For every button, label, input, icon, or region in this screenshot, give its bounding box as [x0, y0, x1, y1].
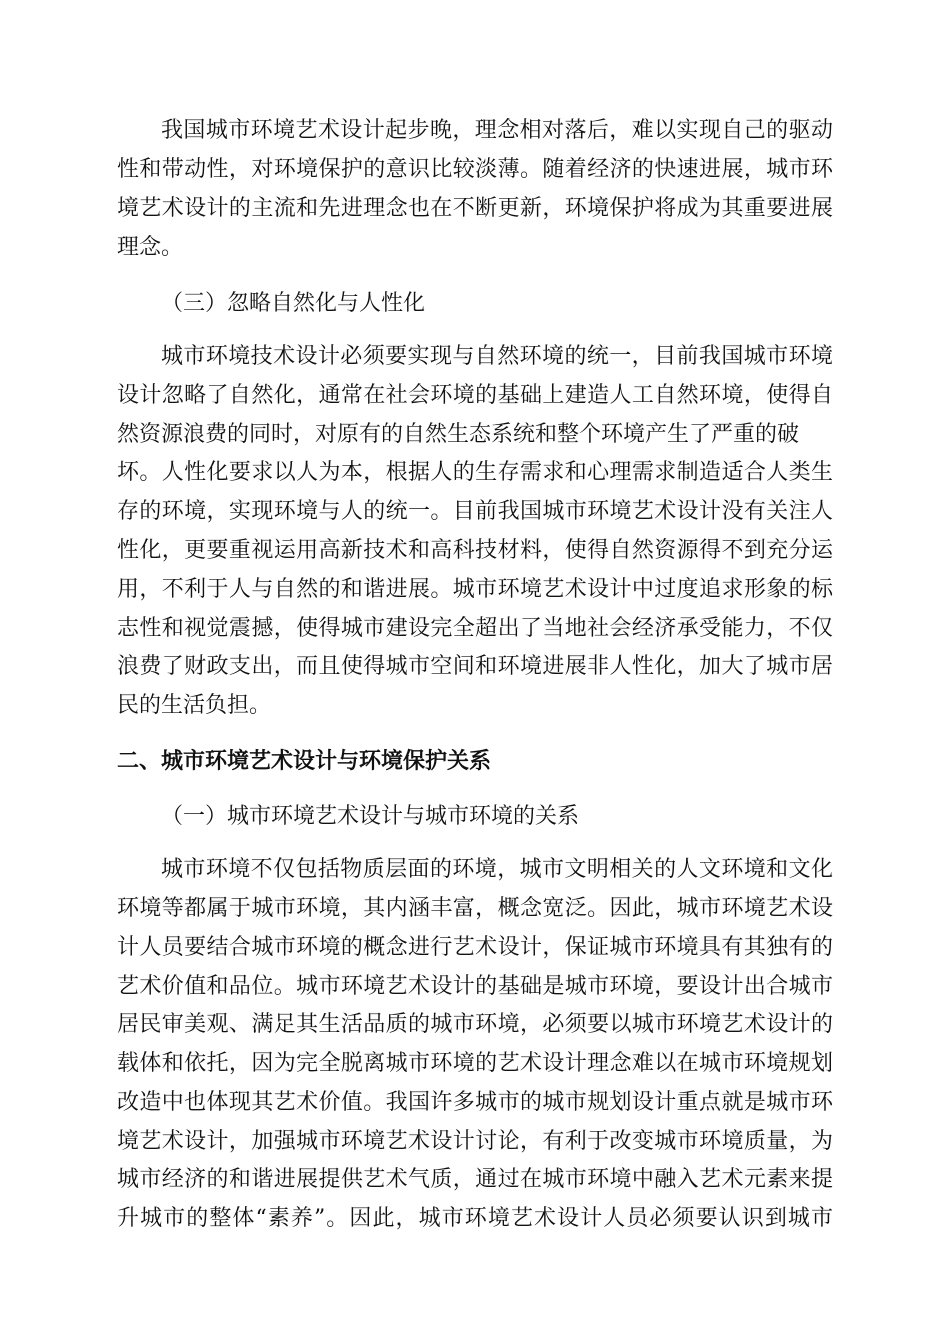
paragraph-line: 志性和视觉震撼，使得城市建设完全超出了当地社会经济承受能力，不仅	[117, 616, 833, 641]
paragraph-line: 浪费了财政支出，而且使得城市空间和环境进展非人性化，加大了城市居	[117, 654, 833, 679]
paragraph-line: 载体和依托，因为完全脱离城市环境的艺术设计理念难以在城市环境规划	[117, 1051, 833, 1076]
paragraph-line: 城市环境技术设计必须要实现与自然环境的统一，目前我国城市环境	[161, 344, 833, 369]
paragraph-line: 我国城市环境艺术设计起步晚，理念相对落后，难以实现自己的驱动	[161, 118, 833, 143]
paragraph-line: 城市经济的和谐进展提供艺术气质，通过在城市环境中融入艺术元素来提	[117, 1167, 833, 1192]
paragraph-line: 然资源浪费的同时，对原有的自然生态系统和整个环境产生了严重的破	[117, 422, 800, 447]
subheading-ignore-nature-humanization: （三）忽略自然化与人性化	[161, 291, 426, 316]
paragraph-line: 改造中也体现其艺术价值。我国许多城市的城市规划设计重点就是城市环	[117, 1090, 833, 1115]
paragraph-line: 环境等都属于城市环境，其内涵丰富，概念宽泛。因此，城市环境艺术设	[117, 896, 833, 921]
section-heading-2: 二、城市环境艺术设计与环境保护关系	[117, 749, 492, 774]
paragraph-line: 升城市的整体“素养”。因此，城市环境艺术设计人员必须要认识到城市	[117, 1206, 833, 1231]
paragraph-line: 坏。人性化要求以人为本，根据人的生存需求和心理需求制造适合人类生	[117, 460, 833, 485]
paragraph-line: 城市环境不仅包括物质层面的环境，城市文明相关的人文环境和文化	[161, 857, 833, 882]
paragraph-line: 民的生活负担。	[117, 693, 272, 718]
paragraph-line: 艺术价值和品位。城市环境艺术设计的基础是城市环境，要设计出合城市	[117, 974, 833, 999]
paragraph-line: 性化，更要重视运用高新技术和高科技材料，使得自然资源得不到充分运	[117, 538, 833, 563]
paragraph-line: 计人员要结合城市环境的概念进行艺术设计，保证城市环境具有其独有的	[117, 935, 833, 960]
paragraph-line: 用，不利于人与自然的和谐进展。城市环境艺术设计中过度追求形象的标	[117, 577, 833, 602]
paragraph-line: 理念。	[117, 235, 184, 260]
paragraph-line: 设计忽略了自然化，通常在社会环境的基础上建造人工自然环境，使得自	[117, 383, 833, 408]
paragraph-line: 性和带动性，对环境保护的意识比较淡薄。随着经济的快速进展，城市环	[117, 157, 833, 182]
paragraph-line: 境艺术设计，加强城市环境艺术设计讨论，有利于改变城市环境质量，为	[117, 1129, 833, 1154]
paragraph-line: 存的环境，实现环境与人的统一。目前我国城市环境艺术设计没有关注人	[117, 499, 833, 524]
paragraph-line: 境艺术设计的主流和先进理念也在不断更新，环境保护将成为其重要进展	[117, 196, 833, 221]
paragraph-line: 居民审美观、满足其生活品质的城市环境，必须要以城市环境艺术设计的	[117, 1012, 833, 1037]
subheading-design-and-environment: （一）城市环境艺术设计与城市环境的关系	[161, 804, 580, 829]
